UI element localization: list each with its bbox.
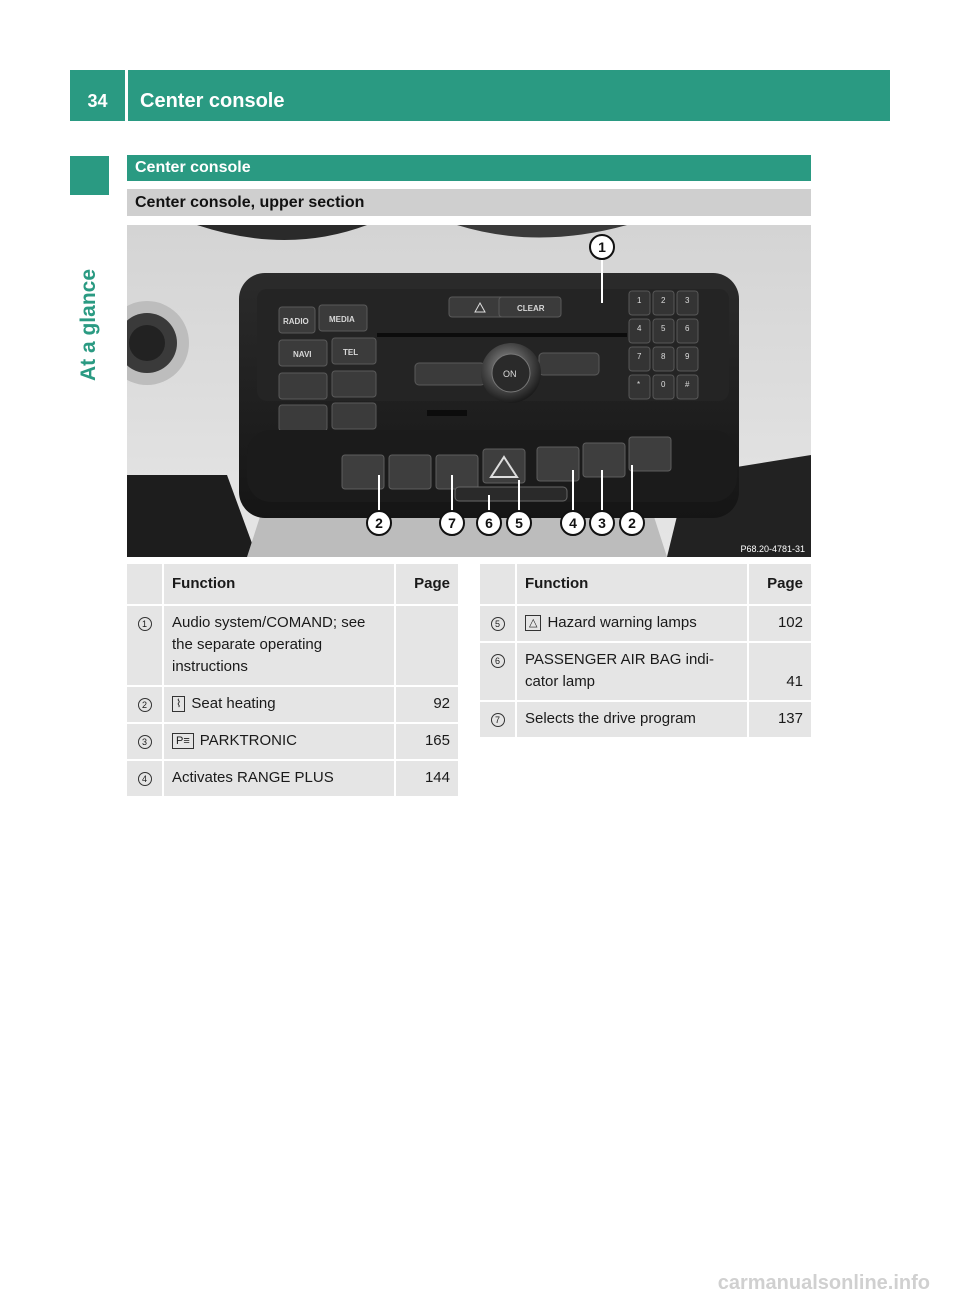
callout-marker: 4: [138, 772, 152, 786]
row-function: Selects the drive program: [517, 702, 749, 739]
row-page: [396, 606, 458, 687]
row-number: [127, 761, 164, 798]
callout-number: 1: [598, 239, 606, 255]
keypad-key-label: 9: [685, 352, 690, 361]
row-number: [127, 724, 164, 761]
function-table-right: [480, 564, 811, 739]
keypad-key-label: 8: [661, 352, 666, 361]
row-number: [480, 643, 517, 702]
keypad-key-label: 6: [685, 324, 690, 333]
row-number: [480, 702, 517, 739]
table-row: [127, 606, 458, 687]
callout-number: 2: [375, 515, 383, 531]
callout-marker: 3: [138, 735, 152, 749]
header-function: Function: [517, 564, 749, 606]
row-page: 102: [749, 606, 811, 643]
on-knob-label: ON: [503, 369, 517, 379]
row-page: 92: [396, 687, 458, 724]
keypad-key-label: 3: [685, 296, 690, 305]
header-title: Center console: [140, 90, 285, 112]
keypad-key-label: 2: [661, 296, 666, 305]
callout-marker: 7: [491, 713, 505, 727]
seat-heating-icon: ⌇: [172, 696, 185, 712]
callout-marker: 1: [138, 617, 152, 631]
side-tab-marker: [70, 156, 109, 195]
row-function: PASSENGER AIR BAG indi-cator lamp: [517, 643, 749, 702]
row-function-text: Hazard warning lamps: [547, 614, 697, 631]
table-row: [480, 606, 811, 643]
header-num-cell: [127, 564, 164, 606]
callout-number: 5: [515, 515, 523, 531]
navi-button-label: NAVI: [293, 350, 312, 359]
table-header-row: [480, 564, 811, 606]
keypad-key-label: 0: [661, 380, 666, 389]
row-number: [127, 687, 164, 724]
hazard-warning-icon: △: [525, 615, 541, 631]
table-header-row: [127, 564, 458, 606]
keypad-key-label: #: [685, 380, 690, 389]
row-function: [517, 606, 749, 643]
header-function: Function: [164, 564, 396, 606]
keypad-key-label: *: [637, 380, 641, 389]
clear-button-label: CLEAR: [517, 304, 545, 313]
row-page: 165: [396, 724, 458, 761]
media-button-label: MEDIA: [329, 315, 355, 324]
row-function: [164, 724, 396, 761]
keypad-key-label: 4: [637, 324, 642, 333]
parktronic-off-icon: P≡: [172, 733, 194, 749]
keypad-key-label: 1: [637, 296, 642, 305]
row-function: [164, 687, 396, 724]
row-number: [127, 606, 164, 687]
callout-marker: 2: [138, 698, 152, 712]
callout-number: 6: [485, 515, 493, 531]
tel-button-label: TEL: [343, 348, 359, 357]
watermark: carmanualsonline.info: [717, 1272, 930, 1294]
row-page: 144: [396, 761, 458, 798]
function-table-left: [127, 564, 458, 798]
row-page: 41: [749, 643, 811, 702]
row-number: [480, 606, 517, 643]
page-number: 34: [87, 91, 108, 111]
radio-button-label: RADIO: [283, 317, 309, 326]
side-tab-label: At a glance: [77, 268, 100, 382]
section-title: Center console: [127, 155, 811, 181]
callout-number: 2: [628, 515, 636, 531]
section-subtitle: Center console, upper section: [127, 189, 811, 216]
page-header: [70, 70, 890, 121]
table-row: [480, 643, 811, 702]
console-illustration: [127, 225, 811, 557]
header-page: Page: [396, 564, 458, 606]
row-function: Activates RANGE PLUS: [164, 761, 396, 798]
table-row: [127, 761, 458, 798]
table-row: [127, 724, 458, 761]
keypad-key-label: 5: [661, 324, 666, 333]
row-function-text: PARKTRONIC: [199, 732, 297, 749]
callout-marker: 5: [491, 617, 505, 631]
header-num-cell: [480, 564, 517, 606]
callout-marker: 6: [491, 654, 505, 668]
callout-number: 4: [569, 515, 577, 531]
callout-number: 7: [448, 515, 456, 531]
callout-number: 3: [598, 515, 606, 531]
table-row: [480, 702, 811, 739]
header-divider: [125, 70, 128, 121]
table-row: [127, 687, 458, 724]
center-console-photo: [127, 225, 811, 557]
row-function-text: Seat heating: [191, 695, 276, 712]
keypad-key-label: 7: [637, 352, 642, 361]
row-function: Audio system/COMAND; see the separate operating instructions: [164, 606, 396, 687]
row-page: 137: [749, 702, 811, 739]
photo-reference-code: P68.20-4781-31: [740, 544, 805, 554]
header-page: Page: [749, 564, 811, 606]
